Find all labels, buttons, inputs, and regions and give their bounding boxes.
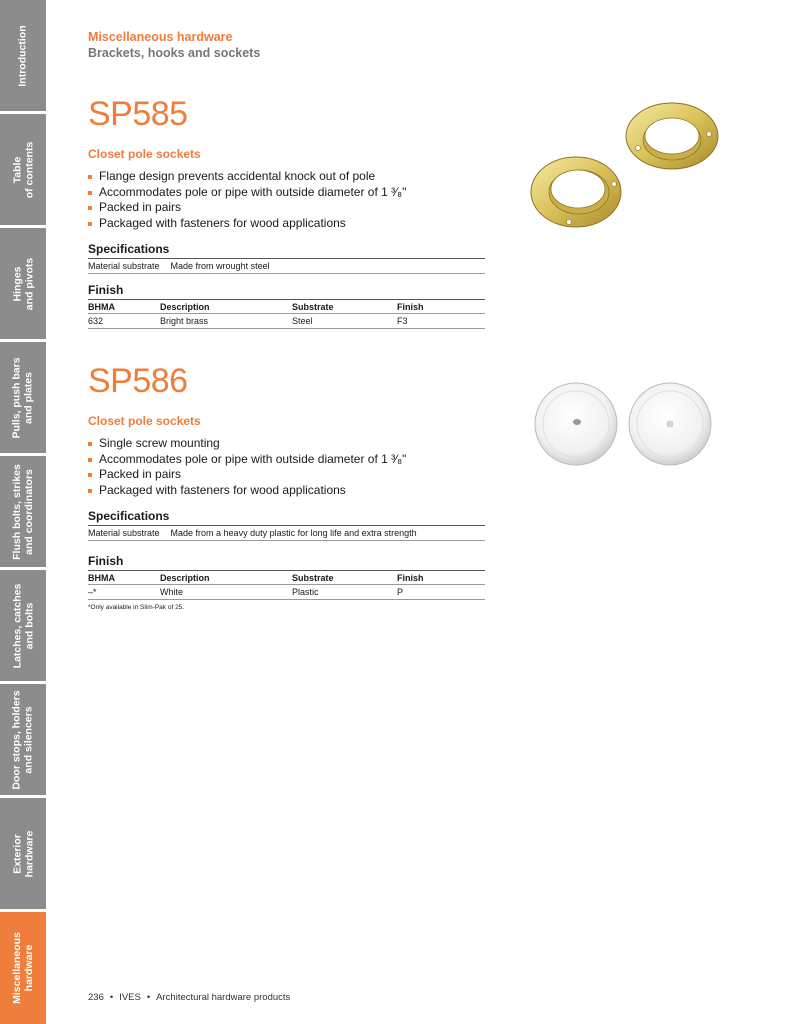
feature-item: Accommodates pole or pipe with outside diameter of 1 ³⁄₈" (88, 185, 485, 201)
feature-item: Packed in pairs (88, 467, 485, 483)
feature-item: Packaged with fasteners for wood applications (88, 483, 485, 499)
footnote: *Only available in Slim-Pak of 25. (88, 604, 185, 611)
tab-label: Miscellaneous hardware (11, 932, 35, 1004)
product-sp586 (88, 364, 485, 611)
tab-label: Exterior hardware (11, 830, 35, 877)
cell-bhma: 632 (88, 314, 160, 329)
finish-table (88, 571, 485, 600)
subsection-title: Brackets, hooks and sockets (88, 46, 261, 60)
feature-list (88, 169, 485, 231)
side-tab-bar (0, 0, 46, 1024)
section-title: Miscellaneous hardware (88, 30, 233, 44)
feature-item: Packaged with fasteners for wood applications (88, 216, 485, 232)
finish-table (88, 300, 485, 329)
feature-item: Packed in pairs (88, 200, 485, 216)
finish-heading: Finish (88, 554, 485, 571)
col-header-finish: Finish (397, 300, 485, 314)
tab-hinges-and-pivots[interactable] (0, 228, 46, 339)
tab-label: Table of contents (11, 141, 35, 198)
model-number: SP586 (88, 362, 188, 400)
cell-finish: P (397, 585, 485, 600)
col-header-description: Description (160, 571, 292, 585)
feature-item: Accommodates pole or pipe with outside diameter of 1 ³⁄₈" (88, 452, 485, 468)
product-title: Closet pole sockets (88, 414, 201, 428)
tab-table-of-contents[interactable] (0, 114, 46, 225)
feature-item: Flange design prevents accidental knock out of pole (88, 169, 485, 185)
product-title: Closet pole sockets (88, 147, 201, 161)
tab-label: Hinges and pivots (11, 257, 36, 310)
col-header-bhma: BHMA (88, 571, 160, 585)
tab-pulls-push-bars[interactable] (0, 342, 46, 453)
cell-description: White (160, 585, 292, 600)
tab-label: Flush bolts, strikes and coordinators (11, 463, 36, 560)
col-header-bhma: BHMA (88, 300, 160, 314)
spec-label: Material substrate (88, 261, 160, 271)
specifications-heading: Specifications (88, 509, 485, 526)
publication-title: Architectural hardware products (156, 992, 291, 1003)
spec-value: Made from a heavy duty plastic for long life and extra strength (170, 528, 417, 538)
tab-label: Pulls, push bars and plates (11, 356, 36, 439)
page-footer: 236 • IVES • Architectural hardware products (88, 992, 291, 1003)
white-plastic-socket-icon (533, 378, 715, 470)
feature-item: Single screw mounting (88, 436, 485, 452)
tab-label: Introduction (17, 24, 29, 87)
col-header-finish: Finish (397, 571, 485, 585)
cell-substrate: Steel (292, 314, 397, 329)
cell-description: Bright brass (160, 314, 292, 329)
tab-flush-bolts[interactable] (0, 456, 46, 567)
spec-row (88, 259, 485, 274)
spec-row (88, 526, 485, 541)
page-number: 236 (88, 992, 104, 1003)
tab-label: Door stops, holders and silencers (11, 689, 35, 790)
product-sp585 (88, 97, 485, 329)
cell-finish: F3 (397, 314, 485, 329)
table-row (88, 314, 485, 329)
page-header (88, 30, 260, 60)
brass-flange-socket-icon (528, 96, 724, 236)
col-header-substrate: Substrate (292, 571, 397, 585)
col-header-description: Description (160, 300, 292, 314)
finish-heading: Finish (88, 283, 485, 300)
tab-label: Latches, catches and bolts (11, 583, 36, 668)
spec-label: Material substrate (88, 528, 160, 538)
feature-list (88, 436, 485, 498)
table-row (88, 585, 485, 600)
tab-exterior-hardware[interactable] (0, 798, 46, 909)
tab-latches-catches[interactable] (0, 570, 46, 681)
tab-door-stops[interactable] (0, 684, 46, 795)
tab-introduction[interactable] (0, 0, 46, 111)
cell-substrate: Plastic (292, 585, 397, 600)
tab-miscellaneous-hardware[interactable] (0, 912, 46, 1024)
brand-name: IVES (119, 992, 141, 1003)
col-header-substrate: Substrate (292, 300, 397, 314)
cell-bhma: –* (88, 585, 160, 600)
specifications-heading: Specifications (88, 242, 485, 259)
spec-value: Made from wrought steel (170, 261, 270, 271)
model-number: SP585 (88, 95, 188, 133)
